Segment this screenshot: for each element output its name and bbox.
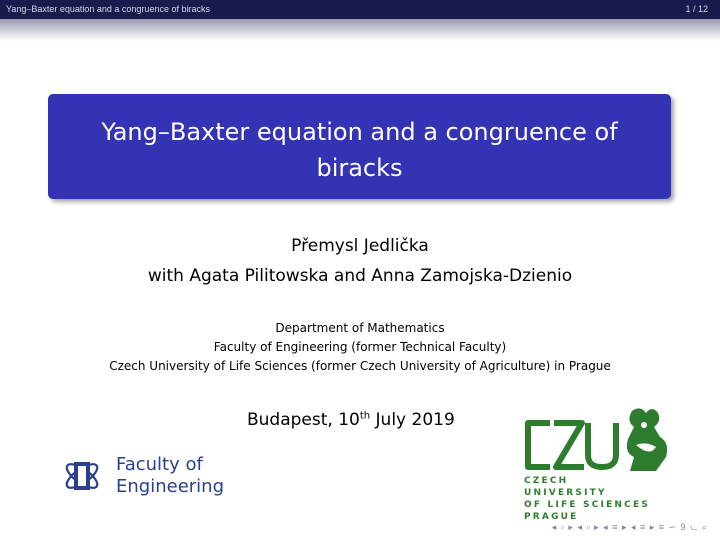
atom-icon: [62, 452, 108, 498]
czu-logo: [520, 405, 680, 522]
czu-emblem-icon: [520, 405, 680, 473]
title-box: [48, 94, 671, 199]
title-line-2: biracks: [316, 154, 403, 182]
faculty-line-1: Faculty of: [116, 454, 203, 475]
institute-line-1: Department of Mathematics: [275, 321, 445, 335]
institute-line-3: Czech University of Life Sciences (former Czech University of Agriculture) in Prague: [109, 359, 611, 373]
czu-wordmark: [524, 475, 680, 523]
faculty-logo: [62, 452, 232, 498]
headline-title: Yang–Baxter equation and a congruence of biracks: [6, 4, 210, 14]
date-prefix: Budapest, 10: [247, 410, 360, 430]
coauthors: with Agata Pilitowska and Anna Zamojska-Dzienio: [147, 266, 573, 286]
czu-line-1: CZECH: [524, 476, 569, 486]
headline-bar: [0, 0, 720, 19]
date-suffix: July 2019: [370, 410, 455, 430]
author: Přemysl Jedlička: [291, 236, 429, 256]
faculty-name: [116, 454, 224, 498]
faculty-line-2: Engineering: [116, 476, 224, 497]
czu-line-3: OF LIFE SCIENCES PRAGUE: [524, 500, 650, 522]
date: [247, 410, 455, 430]
title-line-1: Yang–Baxter equation and a congruence of: [101, 118, 618, 146]
date-sup: th: [359, 410, 371, 422]
headline-shadow: [0, 19, 720, 41]
czu-line-2: UNIVERSITY: [524, 488, 607, 498]
navigation-symbols[interactable]: ◂ ▫ ▸ ◂ ▫ ▸ ◂ ≡ ▸ ◂ ≡ ▸ ≡ ∽ 9 ⦦ ⌕: [551, 522, 708, 532]
page-counter: 1 / 12: [685, 4, 708, 14]
institute-line-2: Faculty of Engineering (former Technical Faculty): [213, 340, 507, 354]
